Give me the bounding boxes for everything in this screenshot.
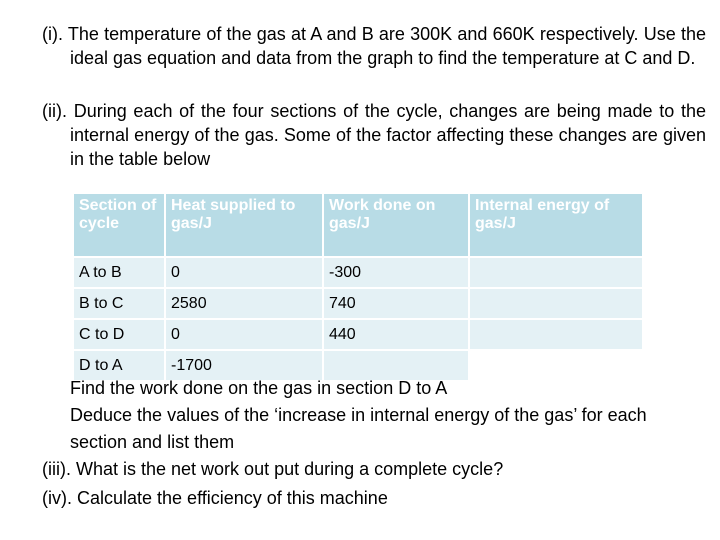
question-i: (i). The temperature of the gas at A and B are 300K and 660K respectively. Use the ideal gas equation and data from the graph to find the temperature at C and D. bbox=[42, 24, 706, 68]
cell-internal-energy bbox=[470, 289, 642, 318]
cell-section: D to A bbox=[74, 351, 164, 380]
question-ii-deduce: Deduce the values of the ‘increase in internal energy of the gas’ for each section and list them bbox=[70, 405, 647, 452]
question-ii: (ii). During each of the four sections of the cycle, changes are being made to the internal energy of the gas. Some of the factor affecting these changes are given in the table below bbox=[42, 101, 706, 169]
cell-internal-energy bbox=[470, 258, 642, 287]
cell-work: 440 bbox=[324, 320, 468, 349]
cell-heat: -1700 bbox=[166, 351, 322, 380]
question-ii-find: Find the work done on the gas in section D to A bbox=[70, 378, 448, 398]
table-row bbox=[74, 320, 642, 349]
cell-work: 740 bbox=[324, 289, 468, 318]
question-iv: (iv). Calculate the efficiency of this machine bbox=[42, 488, 388, 508]
table-row bbox=[74, 258, 642, 287]
cycle-energy-table bbox=[72, 192, 644, 382]
table-row bbox=[74, 289, 642, 318]
cell-heat: 0 bbox=[166, 258, 322, 287]
cell-internal-energy bbox=[470, 351, 642, 380]
cell-heat: 2580 bbox=[166, 289, 322, 318]
question-iii: (iii). What is the net work out put during a complete cycle? bbox=[42, 459, 504, 479]
header-heat-supplied: Heat supplied to gas/J bbox=[166, 194, 322, 256]
header-internal-energy: Internal energy of gas/J bbox=[470, 194, 642, 256]
cell-heat: 0 bbox=[166, 320, 322, 349]
header-work-done: Work done on gas/J bbox=[324, 194, 468, 256]
cell-work: -300 bbox=[324, 258, 468, 287]
cell-section: A to B bbox=[74, 258, 164, 287]
cell-section: B to C bbox=[74, 289, 164, 318]
table-header-row bbox=[74, 194, 642, 256]
cell-internal-energy bbox=[470, 320, 642, 349]
header-section: Section of cycle bbox=[74, 194, 164, 256]
cell-section: C to D bbox=[74, 320, 164, 349]
